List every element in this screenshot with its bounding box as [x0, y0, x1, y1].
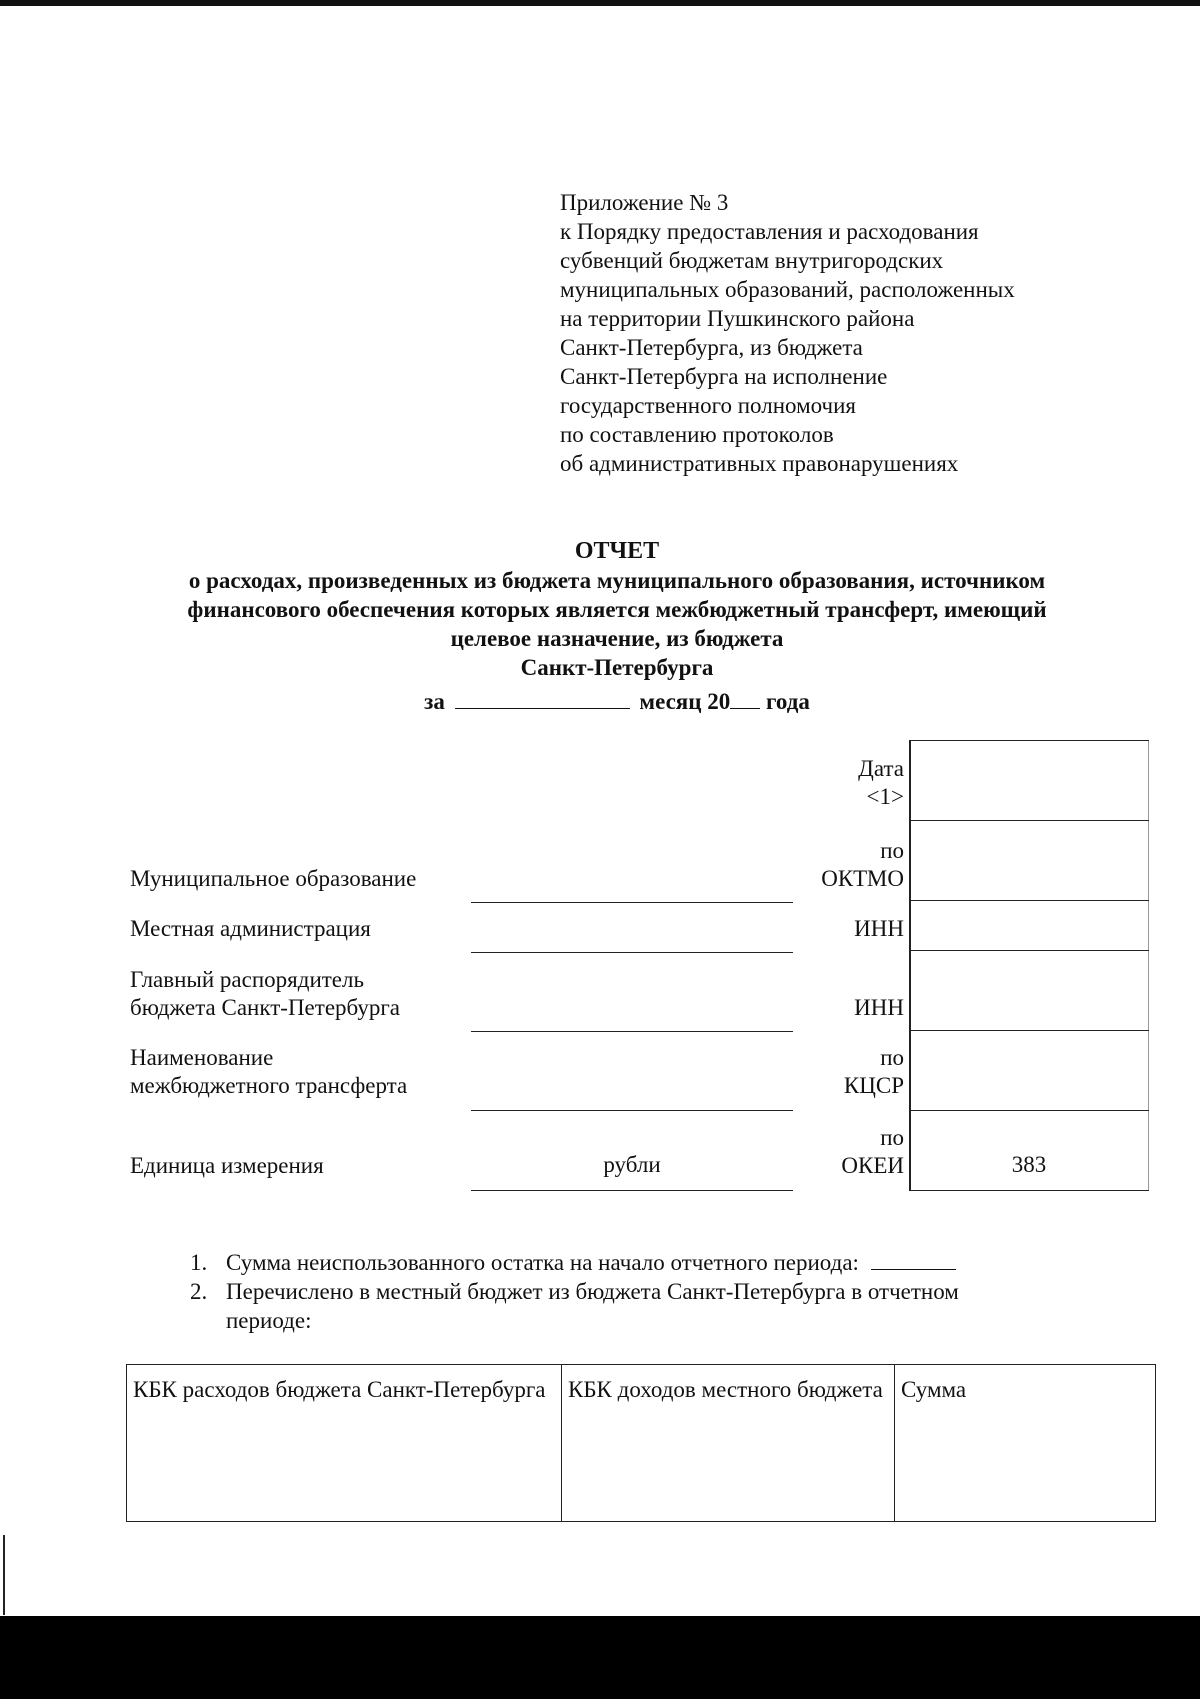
appendix-line: субвенций бюджетам внутригородских	[560, 248, 944, 273]
period-month-blank[interactable]	[455, 686, 630, 709]
appendix-line: Санкт-Петербурга на исполнение	[560, 364, 888, 389]
unit-field	[471, 1190, 793, 1191]
municipality-label: Муниципальное образование	[130, 866, 417, 891]
unit-label: Единица измерения	[130, 1153, 324, 1178]
date-footnote: <1>	[866, 784, 904, 809]
remaining-balance-blank[interactable]	[871, 1249, 956, 1270]
list-item-text: Перечислено в местный бюджет из бюджета Санкт-Петербурга в отчетном	[226, 1279, 959, 1304]
appendix-line: к Порядку предоставления и расходования	[560, 219, 979, 244]
report-title-line: финансового обеспечения которых является межбюджетный трансферт, имеющий	[187, 597, 1047, 622]
list-item	[190, 1277, 959, 1306]
kbk-expense-header: КБК расходов бюджета Санкт-Петербурга	[127, 1365, 562, 1522]
period-prefix: за	[424, 689, 445, 714]
report-title-main: ОТЧЕТ	[574, 538, 660, 564]
table-row	[127, 1365, 1156, 1522]
unit-value: рубли	[603, 1152, 661, 1177]
scan-left-edge	[3, 1535, 5, 1615]
period-year-blank[interactable]	[730, 686, 760, 709]
appendix-line: муниципальных образований, расположенных	[560, 277, 1015, 302]
admin-label: Местная администрация	[130, 916, 371, 941]
inn-label-chief: ИНН	[854, 995, 904, 1020]
transfer-field[interactable]	[471, 1110, 793, 1111]
okei-value: 383	[1011, 1152, 1047, 1177]
codes-box-divider	[909, 950, 1149, 951]
codes-box-divider	[909, 1030, 1149, 1031]
admin-field[interactable]	[471, 952, 793, 953]
report-items	[190, 1248, 959, 1335]
amount-header: Сумма	[895, 1365, 1156, 1522]
kcsr-label: КЦСР	[843, 1073, 904, 1098]
appendix-line: об административных правонарушениях	[560, 451, 959, 476]
appendix-line: на территории Пушкинского района	[560, 306, 915, 331]
report-title-line: о расходах, произведенных из бюджета муниципального образования, источником	[188, 568, 1046, 593]
report-period	[0, 686, 1200, 715]
inn-label-admin: ИНН	[854, 916, 904, 941]
chief-field[interactable]	[471, 1031, 793, 1032]
codes-box-divider	[909, 820, 1149, 821]
appendix-header	[560, 188, 1015, 478]
list-item-number: 2.	[190, 1279, 208, 1304]
codes-box-top	[909, 740, 1149, 741]
appendix-line: Приложение № 3	[560, 190, 729, 215]
codes-box	[909, 740, 1149, 1190]
oktmo-label: ОКТМО	[821, 866, 904, 891]
list-item	[190, 1248, 959, 1277]
list-item-text: Сумма неиспользованного остатка на начало отчетного периода:	[226, 1250, 859, 1275]
transfer-label-line1: Наименование	[130, 1045, 274, 1070]
appendix-line: государственного полномочия	[560, 393, 856, 418]
codes-box-divider	[909, 1110, 1149, 1111]
report-title	[0, 537, 1200, 682]
appendix-line: по составлению протоколов	[560, 422, 834, 447]
list-item-number: 1.	[190, 1250, 208, 1275]
chief-label-line1: Главный распорядитель	[130, 967, 364, 992]
list-item-continuation: периоде:	[226, 1308, 312, 1333]
kcsr-prefix: по	[880, 1045, 904, 1070]
chief-label-line2: бюджета Санкт-Петербурга	[130, 995, 400, 1020]
okei-label: ОКЕИ	[841, 1153, 904, 1178]
report-title-line: целевое назначение, из бюджета	[450, 626, 784, 651]
scan-bottom-border	[0, 1616, 1200, 1699]
period-middle: месяц 20	[639, 689, 731, 714]
codes-box-divider	[909, 900, 1149, 901]
municipality-field[interactable]	[471, 902, 793, 903]
kbk-income-header: КБК доходов местного бюджета	[562, 1365, 895, 1522]
codes-box-right-border	[1148, 740, 1149, 1190]
period-suffix: года	[765, 689, 810, 714]
oktmo-prefix: по	[880, 838, 904, 863]
scan-top-border	[0, 0, 1200, 6]
codes-box-left-border	[909, 740, 911, 1190]
report-title-line: Санкт-Петербурга	[520, 655, 714, 680]
codes-box-bottom	[909, 1190, 1149, 1191]
kbk-table	[126, 1364, 1156, 1522]
okei-prefix: по	[880, 1125, 904, 1150]
transfer-label-line2: межбюджетного трансферта	[130, 1073, 408, 1098]
date-label: Дата	[858, 756, 904, 781]
appendix-line: Санкт-Петербурга, из бюджета	[560, 335, 863, 360]
